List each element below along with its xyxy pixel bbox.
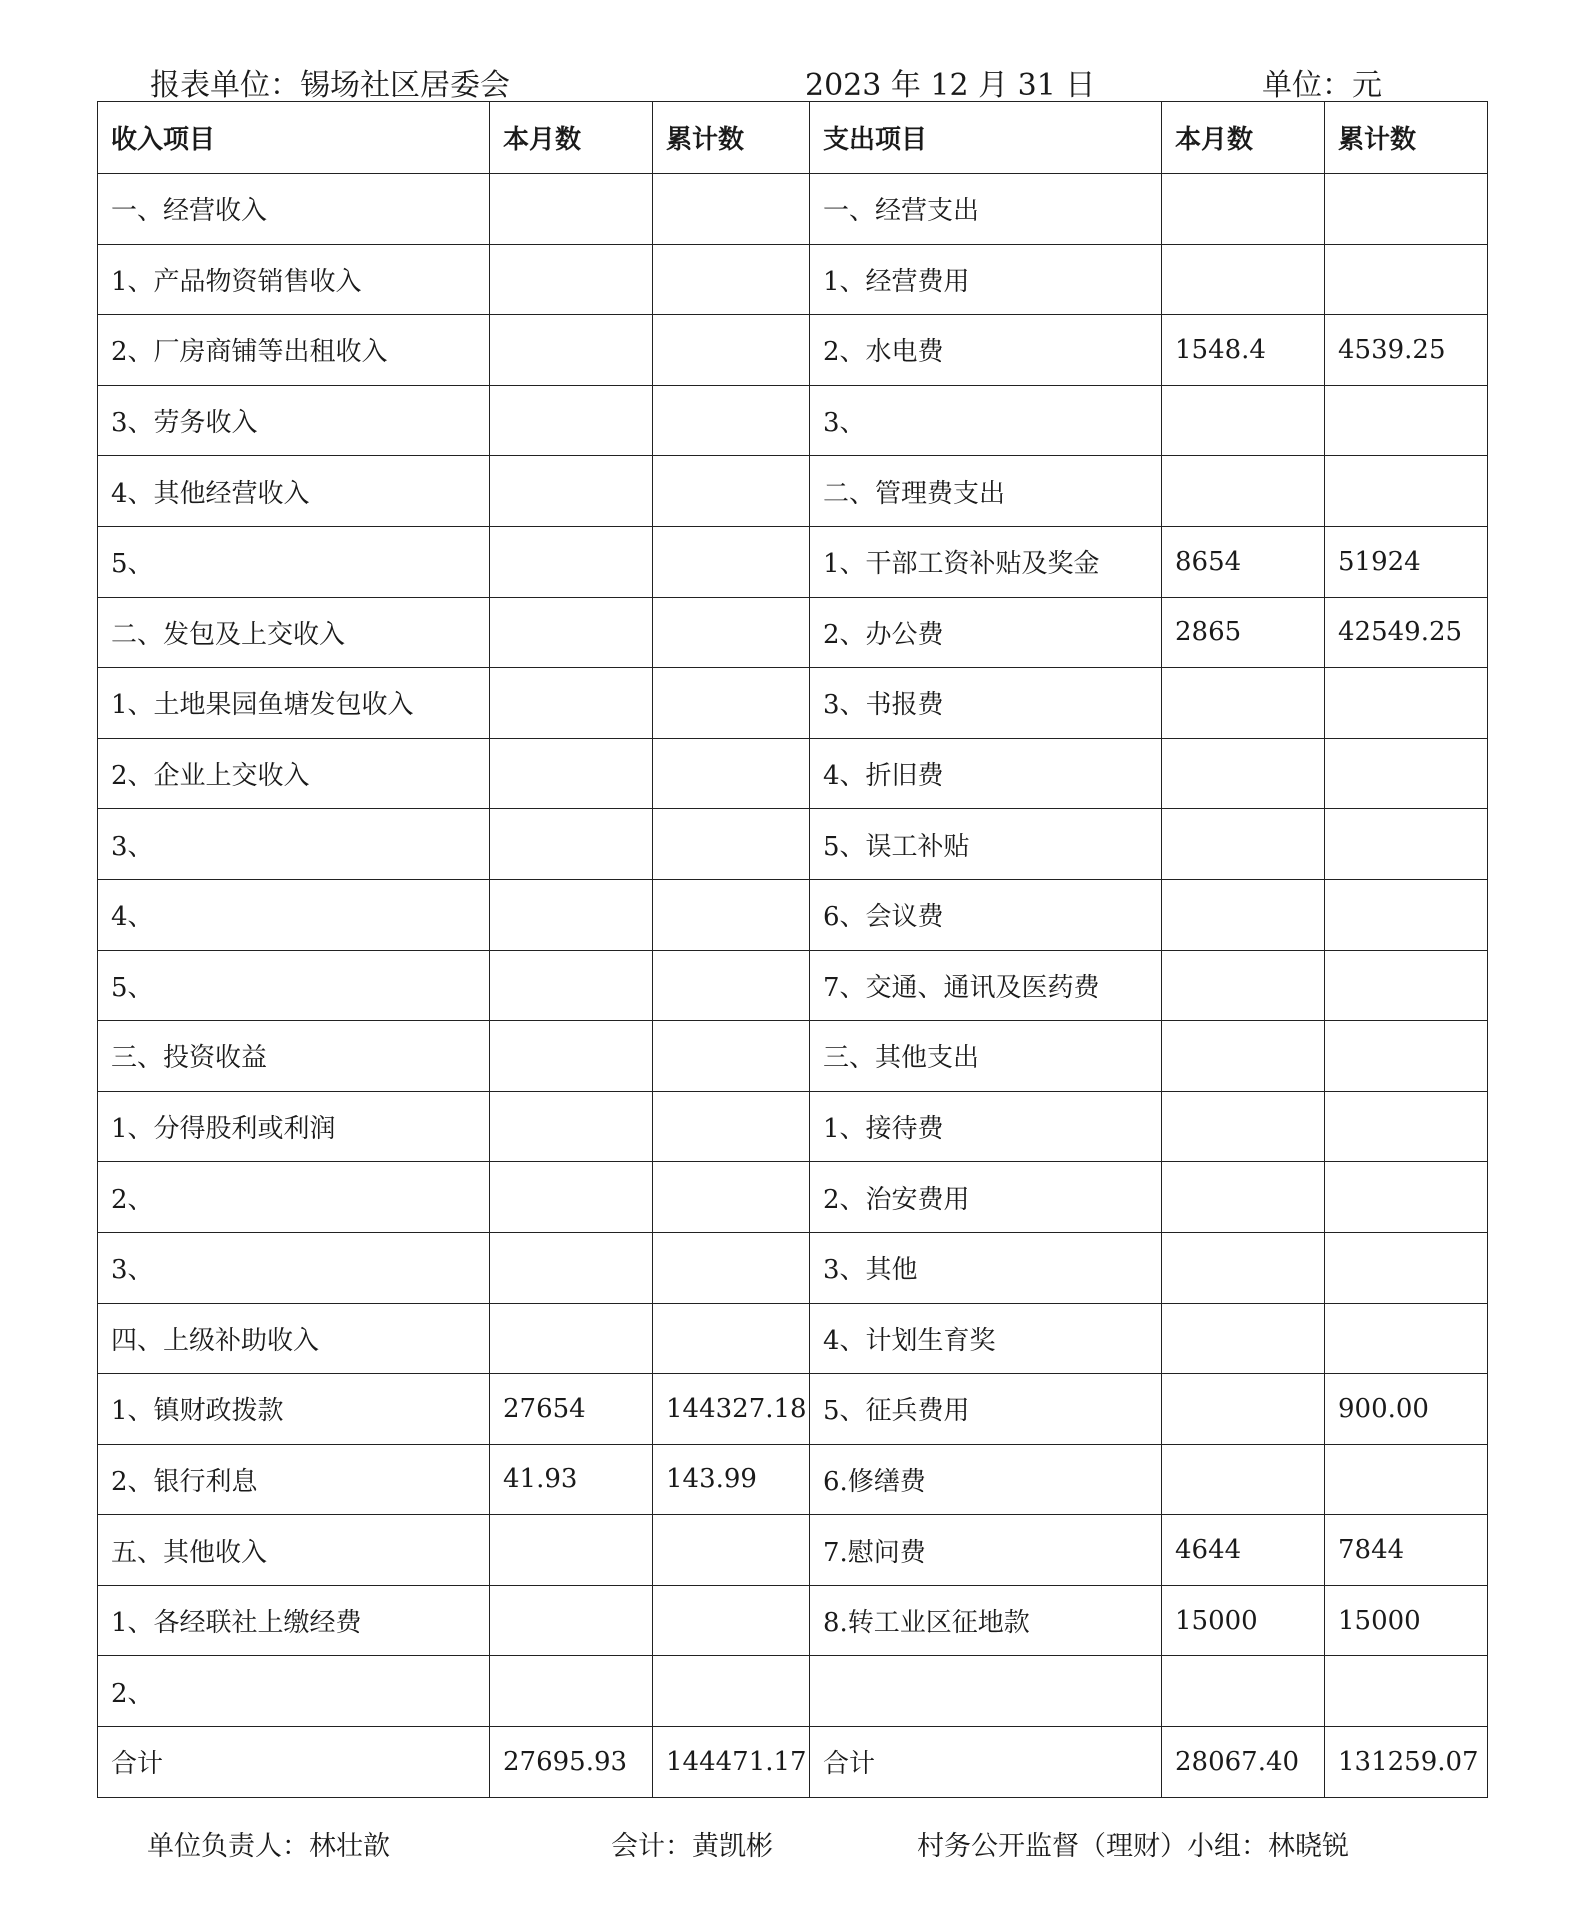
income-item-cell: 4、 (98, 879, 490, 950)
expense-month-cell: 28067.40 (1162, 1727, 1325, 1798)
income-cumulative-cell (653, 1515, 810, 1586)
income-month-cell: 27695.93 (490, 1727, 653, 1798)
expense-month-cell (1162, 1091, 1325, 1162)
expense-item-cell: 8.转工业区征地款 (810, 1585, 1162, 1656)
expense-item-cell: 2、办公费 (810, 597, 1162, 668)
income-month-cell (490, 315, 653, 386)
currency-unit: 单位：元 (1262, 68, 1382, 103)
income-cumulative-cell (653, 879, 810, 950)
income-item-cell: 3、劳务收入 (98, 385, 490, 456)
expense-item-cell: 6.修缮费 (810, 1444, 1162, 1515)
expense-item-cell: 6、会议费 (810, 879, 1162, 950)
income-item-cell: 1、产品物资销售收入 (98, 244, 490, 315)
column-header: 收入项目 (98, 102, 490, 174)
income-month-cell (490, 668, 653, 739)
expense-item-cell: 1、经营费用 (810, 244, 1162, 315)
expense-cumulative-cell (1325, 385, 1488, 456)
total-row (98, 1727, 1488, 1798)
expense-item-cell: 3、书报费 (810, 668, 1162, 739)
table-row (98, 1303, 1488, 1374)
income-month-cell (490, 809, 653, 880)
income-month-cell (490, 385, 653, 456)
expense-item-cell: 5、征兵费用 (810, 1374, 1162, 1445)
income-item-cell: 1、镇财政拨款 (98, 1374, 490, 1445)
expense-month-cell (1162, 879, 1325, 950)
column-header: 累计数 (1325, 102, 1488, 174)
income-item-cell: 1、土地果园鱼塘发包收入 (98, 668, 490, 739)
table-row (98, 597, 1488, 668)
table-row (98, 738, 1488, 809)
expense-cumulative-cell (1325, 1303, 1488, 1374)
income-item-cell: 二、发包及上交收入 (98, 597, 490, 668)
expense-month-cell: 8654 (1162, 526, 1325, 597)
income-item-cell: 2、厂房商铺等出租收入 (98, 315, 490, 386)
income-month-cell: 27654 (490, 1374, 653, 1445)
income-cumulative-cell (653, 950, 810, 1021)
expense-month-cell (1162, 1444, 1325, 1515)
income-month-cell (490, 1515, 653, 1586)
table-row (98, 809, 1488, 880)
expense-item-cell: 2、水电费 (810, 315, 1162, 386)
expense-item-cell: 2、治安费用 (810, 1162, 1162, 1233)
income-item-cell: 一、经营收入 (98, 174, 490, 245)
income-cumulative-cell (653, 385, 810, 456)
expense-cumulative-cell (1325, 1021, 1488, 1092)
income-item-cell: 5、 (98, 526, 490, 597)
expense-month-cell: 2865 (1162, 597, 1325, 668)
signature-footer (0, 1822, 1587, 1862)
expense-month-cell (1162, 950, 1325, 1021)
table-header-row (98, 102, 1488, 174)
column-header: 支出项目 (810, 102, 1162, 174)
income-item-cell: 合计 (98, 1727, 490, 1798)
income-month-cell (490, 456, 653, 527)
expense-cumulative-cell: 42549.25 (1325, 597, 1488, 668)
expense-item-cell: 合计 (810, 1727, 1162, 1798)
income-item-cell: 4、其他经营收入 (98, 456, 490, 527)
expense-month-cell (1162, 385, 1325, 456)
table-row (98, 668, 1488, 739)
income-cumulative-cell (653, 244, 810, 315)
expense-month-cell: 1548.4 (1162, 315, 1325, 386)
table-row (98, 1162, 1488, 1233)
income-item-cell: 2、 (98, 1162, 490, 1233)
income-month-cell (490, 1162, 653, 1233)
table-row (98, 1515, 1488, 1586)
table-row (98, 385, 1488, 456)
expense-cumulative-cell: 51924 (1325, 526, 1488, 597)
income-month-cell (490, 1656, 653, 1727)
table-body (98, 174, 1488, 1798)
expense-cumulative-cell: 131259.07 (1325, 1727, 1488, 1798)
expense-month-cell (1162, 668, 1325, 739)
income-cumulative-cell: 143.99 (653, 1444, 810, 1515)
expense-month-cell: 15000 (1162, 1585, 1325, 1656)
expense-item-cell: 3、 (810, 385, 1162, 456)
expense-month-cell (1162, 1162, 1325, 1233)
income-month-cell (490, 174, 653, 245)
accountant-signature: 会计：黄凯彬 (611, 1831, 773, 1862)
expense-item-cell: 1、接待费 (810, 1091, 1162, 1162)
expense-cumulative-cell (1325, 1444, 1488, 1515)
table-row (98, 244, 1488, 315)
expense-item-cell: 3、其他 (810, 1232, 1162, 1303)
income-item-cell: 1、分得股利或利润 (98, 1091, 490, 1162)
income-month-cell (490, 244, 653, 315)
expense-item-cell: 一、经营支出 (810, 174, 1162, 245)
expense-month-cell (1162, 1303, 1325, 1374)
income-cumulative-cell (653, 1303, 810, 1374)
expense-month-cell (1162, 1656, 1325, 1727)
income-month-cell (490, 1585, 653, 1656)
income-item-cell: 3、 (98, 1232, 490, 1303)
table-row (98, 1374, 1488, 1445)
table-row (98, 315, 1488, 386)
income-item-cell: 四、上级补助收入 (98, 1303, 490, 1374)
income-item-cell: 2、 (98, 1656, 490, 1727)
income-cumulative-cell: 144471.17 (653, 1727, 810, 1798)
income-item-cell: 五、其他收入 (98, 1515, 490, 1586)
income-month-cell (490, 1021, 653, 1092)
income-month-cell (490, 1232, 653, 1303)
table-row (98, 456, 1488, 527)
income-expense-table (97, 101, 1488, 1798)
income-cumulative-cell (653, 1585, 810, 1656)
income-cumulative-cell (653, 809, 810, 880)
table-row (98, 526, 1488, 597)
income-month-cell (490, 526, 653, 597)
expense-item-cell: 二、管理费支出 (810, 456, 1162, 527)
income-cumulative-cell (653, 456, 810, 527)
income-item-cell: 3、 (98, 809, 490, 880)
income-cumulative-cell (653, 668, 810, 739)
table-row (98, 1091, 1488, 1162)
expense-cumulative-cell (1325, 456, 1488, 527)
expense-month-cell (1162, 1021, 1325, 1092)
column-header: 累计数 (653, 102, 810, 174)
income-item-cell: 2、银行利息 (98, 1444, 490, 1515)
expense-cumulative-cell: 4539.25 (1325, 315, 1488, 386)
table-row (98, 950, 1488, 1021)
expense-cumulative-cell (1325, 738, 1488, 809)
table-row (98, 879, 1488, 950)
expense-month-cell (1162, 174, 1325, 245)
report-header (0, 56, 1587, 103)
expense-item-cell: 7.慰问费 (810, 1515, 1162, 1586)
income-month-cell (490, 1091, 653, 1162)
income-cumulative-cell (653, 1162, 810, 1233)
expense-item-cell: 4、折旧费 (810, 738, 1162, 809)
table-row (98, 1656, 1488, 1727)
unit-head-signature: 单位负责人：林壮歆 (147, 1831, 390, 1862)
income-cumulative-cell (653, 526, 810, 597)
expense-cumulative-cell (1325, 1091, 1488, 1162)
income-item-cell: 5、 (98, 950, 490, 1021)
income-cumulative-cell (653, 174, 810, 245)
income-cumulative-cell (653, 1021, 810, 1092)
income-cumulative-cell: 144327.18 (653, 1374, 810, 1445)
expense-cumulative-cell (1325, 809, 1488, 880)
expense-month-cell (1162, 738, 1325, 809)
income-month-cell (490, 738, 653, 809)
expense-item-cell (810, 1656, 1162, 1727)
income-month-cell (490, 1303, 653, 1374)
income-cumulative-cell (653, 1232, 810, 1303)
expense-cumulative-cell (1325, 879, 1488, 950)
reporting-unit: 报表单位：锡场社区居委会 (150, 68, 510, 103)
table-row (98, 1021, 1488, 1092)
table-row (98, 174, 1488, 245)
income-item-cell: 三、投资收益 (98, 1021, 490, 1092)
supervisor-signature: 村务公开监督（理财）小组：林晓锐 (917, 1831, 1349, 1862)
expense-item-cell: 1、干部工资补贴及奖金 (810, 526, 1162, 597)
expense-month-cell (1162, 1232, 1325, 1303)
expense-cumulative-cell (1325, 1656, 1488, 1727)
expense-cumulative-cell: 900.00 (1325, 1374, 1488, 1445)
expense-month-cell (1162, 1374, 1325, 1445)
income-cumulative-cell (653, 1091, 810, 1162)
expense-cumulative-cell (1325, 1162, 1488, 1233)
expense-month-cell (1162, 809, 1325, 880)
income-item-cell: 1、各经联社上缴经费 (98, 1585, 490, 1656)
column-header: 本月数 (490, 102, 653, 174)
expense-month-cell: 4644 (1162, 1515, 1325, 1586)
table-row (98, 1232, 1488, 1303)
income-cumulative-cell (653, 738, 810, 809)
table-row (98, 1585, 1488, 1656)
expense-cumulative-cell (1325, 174, 1488, 245)
expense-item-cell: 7、交通、通讯及医药费 (810, 950, 1162, 1021)
income-cumulative-cell (653, 597, 810, 668)
income-month-cell (490, 879, 653, 950)
expense-cumulative-cell (1325, 668, 1488, 739)
expense-month-cell (1162, 244, 1325, 315)
table-row (98, 1444, 1488, 1515)
expense-month-cell (1162, 456, 1325, 527)
expense-cumulative-cell (1325, 950, 1488, 1021)
expense-cumulative-cell (1325, 244, 1488, 315)
income-month-cell (490, 950, 653, 1021)
income-cumulative-cell (653, 315, 810, 386)
income-month-cell: 41.93 (490, 1444, 653, 1515)
expense-item-cell: 5、误工补贴 (810, 809, 1162, 880)
expense-item-cell: 4、计划生育奖 (810, 1303, 1162, 1374)
expense-cumulative-cell: 7844 (1325, 1515, 1488, 1586)
expense-item-cell: 三、其他支出 (810, 1021, 1162, 1092)
expense-cumulative-cell (1325, 1232, 1488, 1303)
report-date: 2023 年 12 月 31 日 (805, 68, 1096, 103)
expense-cumulative-cell: 15000 (1325, 1585, 1488, 1656)
income-month-cell (490, 597, 653, 668)
income-item-cell: 2、企业上交收入 (98, 738, 490, 809)
column-header: 本月数 (1162, 102, 1325, 174)
income-cumulative-cell (653, 1656, 810, 1727)
